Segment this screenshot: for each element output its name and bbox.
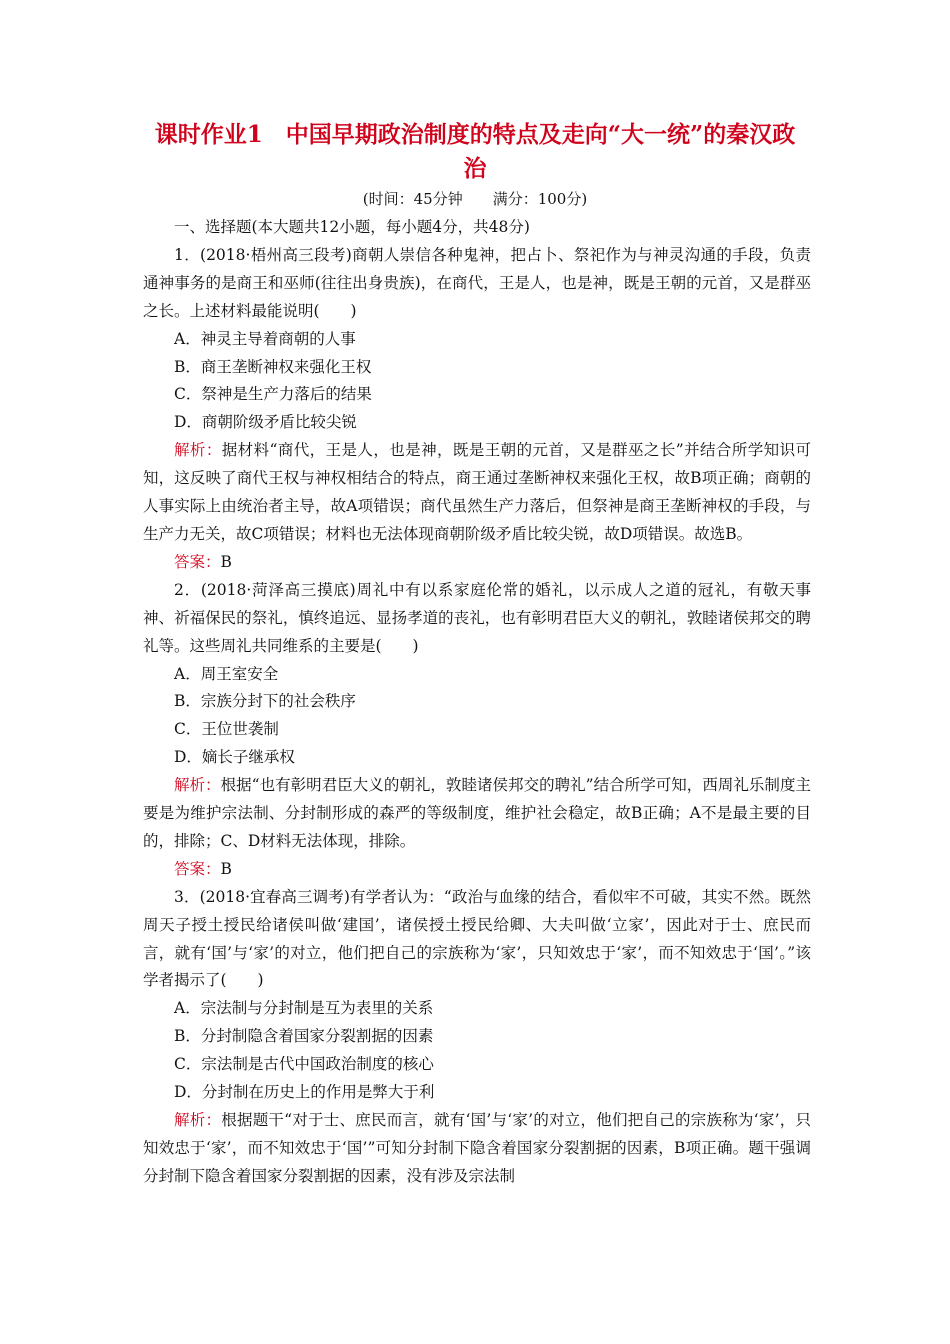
analysis-label: 解析： (174, 441, 222, 460)
question-stem: 2．(2018·菏泽高三摸底)周礼中有以系家庭伦常的婚礼，以示成人之道的冠礼，有敬天事神、祈福保民的祭礼，慎终追远、显扬孝道的丧礼，也有彰明君臣大义的朝礼，敦睦诸侯邦交的聘礼等。这些周礼共同维系的主要是( ) (143, 580, 811, 655)
option-b: B．分封制隐含着国家分裂割据的因素 (174, 1027, 434, 1046)
answer-value: B (220, 859, 232, 878)
answer-label: 答案： (174, 552, 221, 571)
time-score-info: (时间：45分钟 满分：100分) (362, 190, 588, 208)
question-content (143, 214, 811, 1191)
option-b: B．宗族分封下的社会秩序 (174, 692, 356, 711)
option-d: D．商朝阶级矛盾比较尖锐 (174, 413, 357, 432)
analysis-text: 据材料“商代，王是人，也是神，既是王朝的元首，又是群巫之长”并结合所学知识可知，这反映了商代王权与神权相结合的特点，商王通过垄断神权来强化王权，故B项正确；商朝的人事实际上由统治者主导，故A项错误；商代虽然生产力落后，但祭神是商王垄断神权的手段，与生产力无关，故C项错误；材料也无法体现商朝阶级矛盾比较尖锐，故D项错误。故选B。 (143, 441, 811, 543)
answer-line (143, 856, 811, 884)
option-a: A．神灵主导着商朝的人事 (174, 329, 356, 348)
title-line-2: 治 (463, 155, 487, 182)
answer-value: B (220, 552, 232, 571)
section-heading: 一、选择题(本大题共12小题，每小题4分，共48分) (174, 218, 530, 236)
answer-line (143, 549, 811, 577)
option-c: C．宗法制是古代中国政治制度的核心 (174, 1055, 434, 1074)
analysis-label: 解析： (174, 1111, 222, 1129)
option-c: C．王位世袭制 (174, 720, 279, 739)
analysis-label: 解析： (174, 776, 221, 795)
option-a: A．周王室安全 (174, 664, 279, 683)
option-a: A．宗法制与分封制是互为表里的关系 (174, 999, 434, 1018)
answer-label: 答案： (174, 859, 221, 878)
option-c: C．祭神是生产力落后的结果 (174, 385, 372, 404)
title-line-1: 课时作业1 中国早期政治制度的特点及走向“大一统”的秦汉政 (154, 121, 796, 148)
question-stem: 3．(2018·宜春高三调考)有学者认为：“政治与血缘的结合，看似牢不可破，其实不然。既然周天子授土授民给诸侯叫做‘建国’，诸侯授土授民给卿、大夫叫做‘立家’，因此对于士、庶民而言，就有‘国’与‘家’的对立，他们把自己的宗族称为‘家’，只知效忠于‘家’，而不知效忠于‘国’。”该学者揭示了( ) (143, 887, 811, 990)
option-b: B．商王垄断神权来强化王权 (174, 357, 372, 376)
analysis-paragraph (143, 437, 811, 549)
analysis-paragraph (143, 772, 811, 856)
analysis-text: 根据“也有彰明君臣大义的朝礼，敦睦诸侯邦交的聘礼”结合所学可知，西周礼乐制度主要是为维护宗法制、分封制形成的森严的等级制度，维护社会稳定，故B正确；A不是最主要的目的，排除；C、D材料无法体现，排除。 (143, 776, 811, 850)
analysis-paragraph (143, 1107, 811, 1191)
option-d: D．分封制在历史上的作用是弊大于利 (174, 1083, 435, 1102)
option-d: D．嫡长子继承权 (174, 748, 295, 767)
question-stem: 1．(2018·梧州高三段考)商朝人崇信各种鬼神，把占卜、祭祀作为与神灵沟通的手段，负责通神事务的是商王和巫师(往往出身贵族)，在商代，王是人，也是神，既是王朝的元首，又是群巫之长。上述材料最能说明( ) (143, 245, 811, 320)
analysis-text: 根据题干“对于士、庶民而言，就有‘国’与‘家’的对立，他们把自己的宗族称为‘家’，只知效忠于‘家’，而不知效忠于‘国’”可知分封制下隐含着国家分裂割据的因素，B项正确。题干强调分封制下隐含着国家分裂割据的因素，没有涉及宗法制 (143, 1111, 811, 1185)
document-title (120, 118, 830, 186)
